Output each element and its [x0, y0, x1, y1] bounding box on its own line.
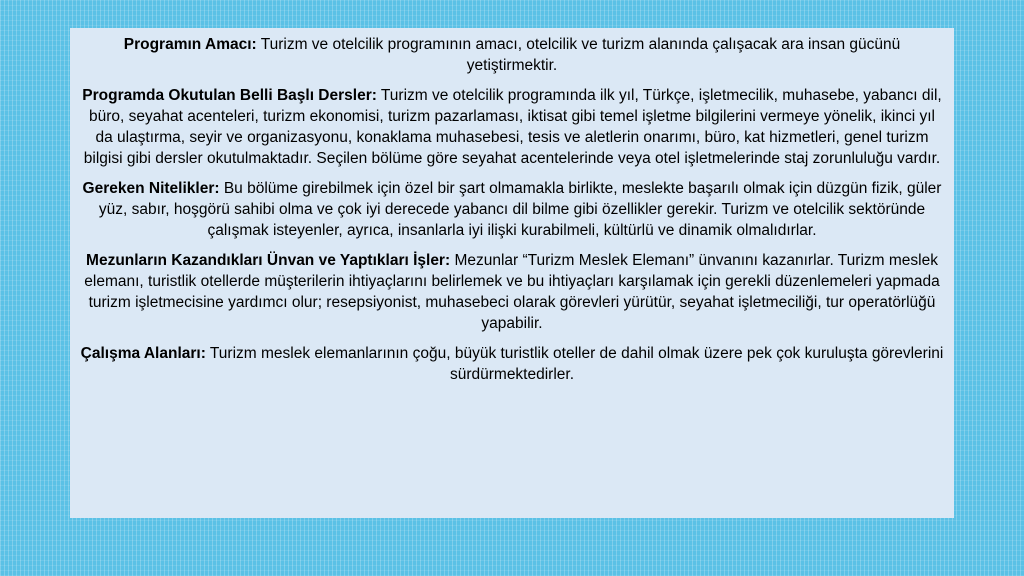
section-text: Turizm ve otelcilik programının amacı, otelcilik ve turizm alanında çalışacak ara insan gücünü yetiştirmektir.	[256, 36, 901, 74]
section-text: Turizm meslek elemanlarının çoğu, büyük turistlik oteller de dahil olmak üzere pek çok kuruluşta görevlerini sürdürmektedirler.	[205, 345, 944, 383]
section-text: Turizm ve otelcilik programında ilk yıl, Türkçe, işletmecilik, muhasebe, yabancı dil, büro, seyahat acenteleri, turizm ekonomisi, turizm pazarlaması, iktisat gibi temel işletme bilgilerini vermeye yönelik, ikinci yıl da ulaştırma, seyir ve organizasyonu, konaklama muhasebesi, tesis ve aletlerin onarımı, büro, kat hizmetleri, genel turizm bilgisi gibi dersler okutulmaktadır. Seçilen bölüme göre seyahat acentelerinde veya otel işletmelerinde staj zorunluluğu vardır.	[83, 87, 942, 167]
section-courses	[80, 85, 944, 169]
section-heading: Programın Amacı:	[123, 36, 257, 53]
section-text: Bu bölüme girebilmek için özel bir şart olmamakla birlikte, meslekte başarılı olmak için düzgün fizik, güler yüz, sabır, hoşgörü sahibi olma ve çok iyi derecede yabancı dil bilme gibi özellikler gerekir. Turizm ve otelcilik sektöründe çalışmak isteyenler, ayrıca, insanlarla iyi ilişki kurabilmeli, kültürlü ve dinamik olmalıdırlar.	[98, 180, 942, 239]
section-heading: Mezunların Kazandıkları Ünvan ve Yaptıkları İşler:	[86, 252, 451, 269]
section-text: Mezunlar “Turizm Meslek Elemanı” ünvanını kazanırlar. Turizm meslek elemanı, turistlik otellerde müşterilerin ihtiyaçlarını belirlemek ve bu ihtiyaçları karşılamak için gerekli düzenlemeleri yapmada turizm işletmecisine yardımcı olur; resepsiyonist, muhasebeci olarak görevleri yürütür, seyahat işletmeciliği, tur operatörlüğü yapabilir.	[84, 252, 940, 332]
section-graduate-titles	[80, 250, 944, 334]
section-heading: Çalışma Alanları:	[80, 345, 206, 362]
section-heading: Gereken Nitelikler:	[82, 180, 220, 197]
section-heading: Programda Okutulan Belli Başlı Dersler:	[82, 87, 377, 104]
content-box	[70, 28, 954, 518]
section-program-purpose	[80, 34, 944, 76]
section-requirements	[80, 178, 944, 241]
section-work-areas	[80, 343, 944, 385]
